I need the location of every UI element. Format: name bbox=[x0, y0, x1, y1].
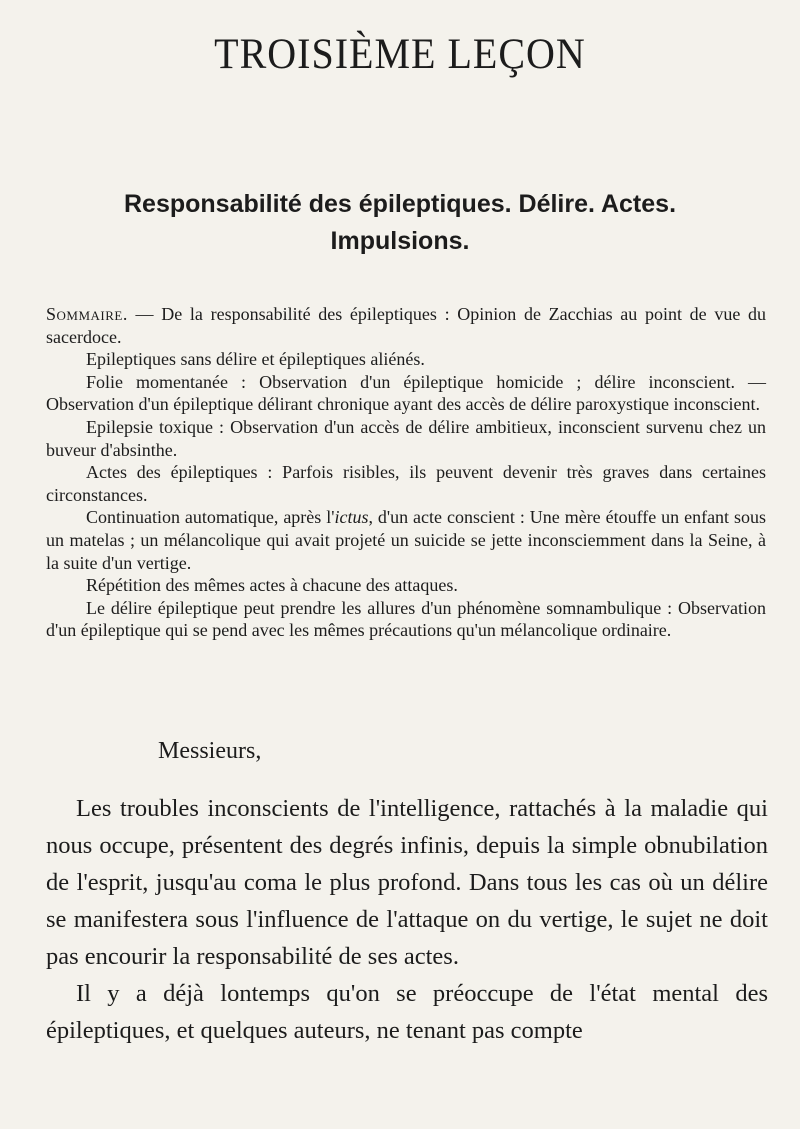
summary-paragraph-6 bbox=[46, 506, 766, 574]
summary-p6-before: Continuation automatique, après l' bbox=[86, 507, 335, 528]
summary-paragraph-3: Folie momentanée : Observation d'un épileptique homicide ; délire inconscient. — Observation d'un épileptique délirant chronique ayant des accès de délire paroxystique inconscient. bbox=[46, 371, 766, 415]
salutation: Messieurs, bbox=[158, 738, 262, 764]
summary-paragraph-5: Actes des épileptiques : Parfois risibles, ils peuvent devenir très graves dans certaines circonstances. bbox=[46, 462, 766, 505]
summary-paragraph-8: Le délire épileptique peut prendre les allures d'un phénomène somnambulique : Observation d'un épileptique qui se pend avec les mêmes précautions qu'un mélancolique ordinaire. bbox=[46, 597, 766, 641]
section-title bbox=[50, 186, 750, 260]
summary-p6-italic: ictus bbox=[334, 507, 369, 528]
summary-paragraph-7: Répétition des mêmes actes à chacune des attaques. bbox=[86, 575, 458, 596]
body-paragraph-2: Il y a déjà lontemps qu'on se préoccupe de l'état mental des épileptiques, et quelques auteurs, ne tenant pas compte bbox=[46, 980, 768, 1044]
body-paragraph-1: Les troubles inconscients de l'intelligence, rattachés à la maladie qui nous occupe, présentent des degrés infinis, depuis la simple obnubilation de l'esprit, jusqu'au coma le plus profond. Dans tous les cas où un délire se manifestera sous l'influence de l'attaque on du vertige, le sujet ne doit pas encourir la responsabilité de ses actes. bbox=[46, 795, 768, 970]
section-title-line-1: Responsabilité des épileptiques. Délire. Actes. bbox=[123, 190, 677, 218]
chapter-title: TROISIÈME LEÇON bbox=[214, 29, 586, 78]
summary-first-text: — De la responsabilité des épileptiques : Opinion de Zacchias au point de vue du sacerdoce. bbox=[46, 304, 766, 347]
section-title-line-2: Impulsions. bbox=[330, 227, 470, 255]
summary-paragraph-1 bbox=[46, 303, 766, 348]
body-text bbox=[46, 790, 768, 1049]
summary-paragraph-2: Epileptiques sans délire et épileptiques aliénés. bbox=[86, 349, 425, 370]
summary-block bbox=[46, 303, 766, 642]
summary-paragraph-4: Epilepsie toxique : Observation d'un accès de délire ambitieux, inconscient survenu chez un buveur d'absinthe. bbox=[46, 416, 766, 460]
summary-p6-after: , d'un acte conscient : Une mère étouffe un enfant sous un matelas ; un mélancolique qui avait projeté un suicide se jette inconsciemment dans la Seine, à la suite d'un vertige. bbox=[46, 507, 766, 573]
summary-label: Sommaire. bbox=[46, 304, 128, 324]
